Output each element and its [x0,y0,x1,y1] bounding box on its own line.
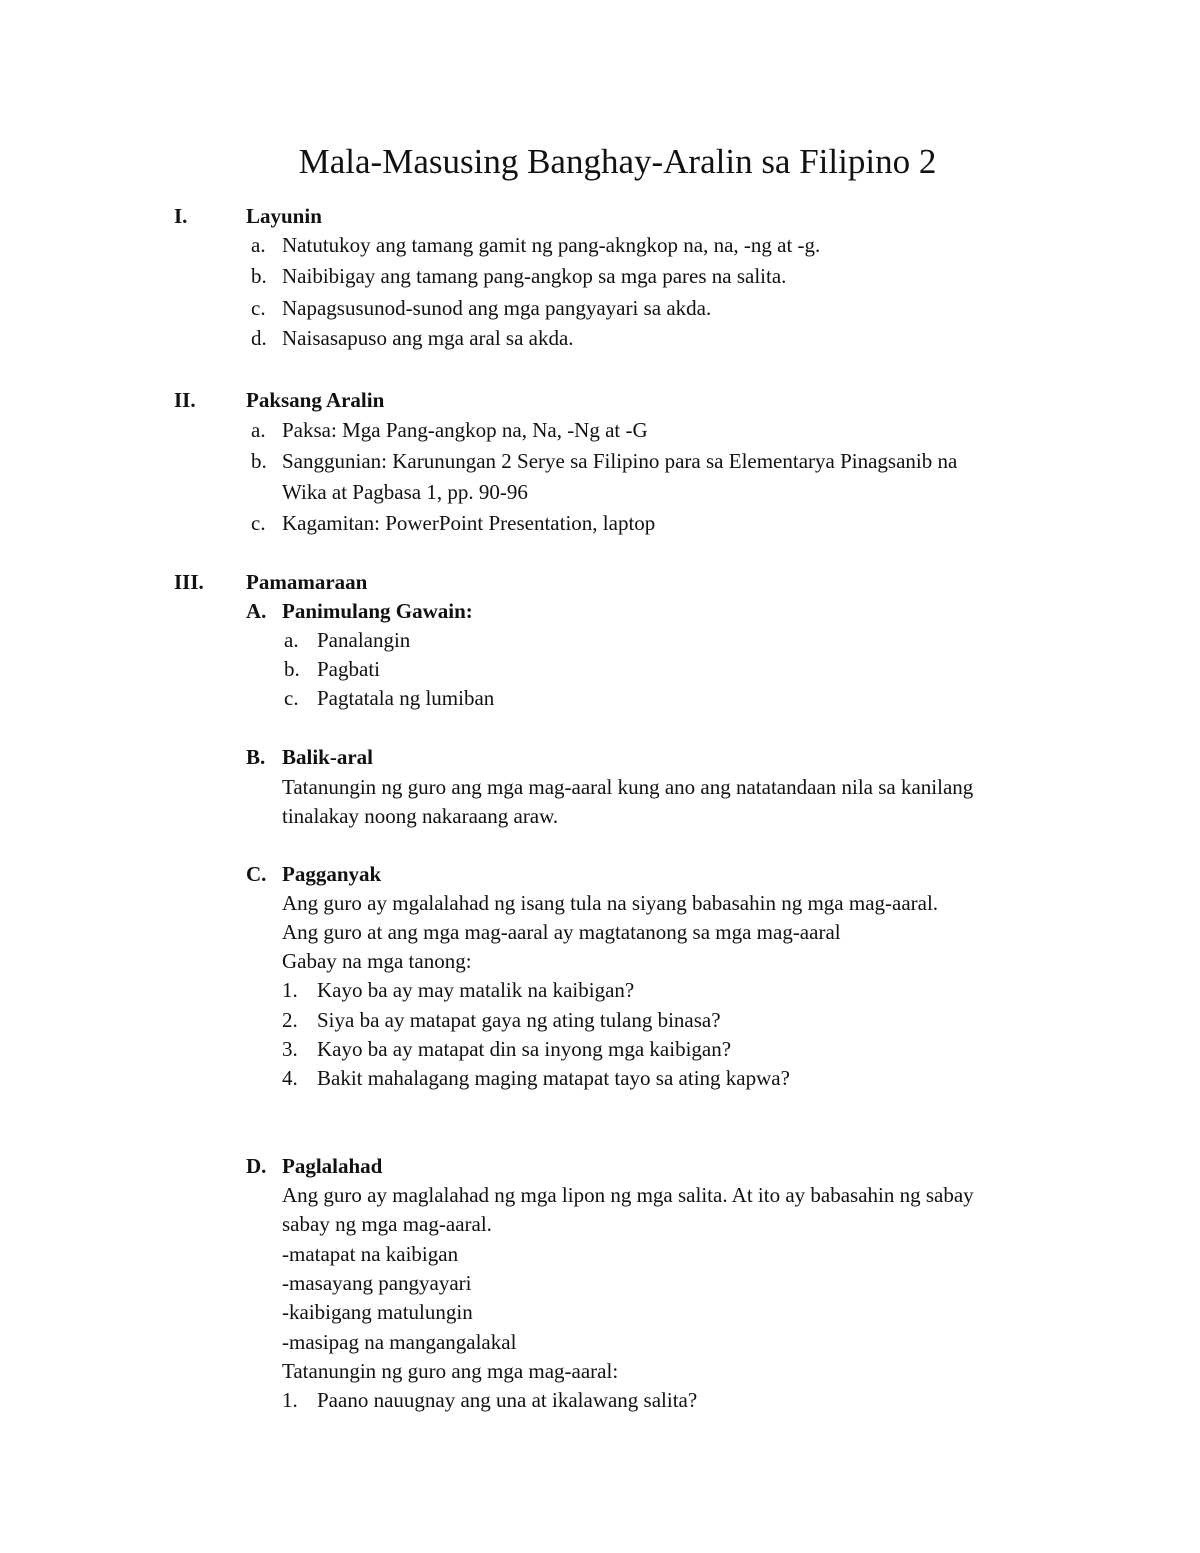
question-marker: 1. [282,1388,298,1412]
question-marker: 1. [282,978,298,1002]
question-item: Kayo ba ay may matalik na kaibigan? [317,978,635,1002]
list-item: Sanggunian: Karunungan 2 Serye sa Filipino para sa Elementarya Pinagsanib na [282,449,958,473]
paragraph-line: -matapat na kaibigan [282,1242,459,1266]
list-marker: b. [251,449,267,473]
subsection-heading-paglalahad: Paglalahad [282,1154,383,1178]
paragraph-line: Tatanungin ng guro ang mga mag-aaral: [282,1359,619,1383]
section-heading-pamamaraan: Pamamaraan [246,570,368,594]
list-item: Pagtatala ng lumiban [317,686,495,710]
paragraph-line: sabay ng mga mag-aaral. [282,1212,492,1236]
list-marker: c. [251,511,266,535]
list-item: Paksa: Mga Pang-angkop na, Na, -Ng at -G [282,418,648,442]
paragraph-line: tinalakay noong nakaraang araw. [282,804,559,828]
section-heading-layunin: Layunin [246,204,322,228]
list-marker: a. [251,418,266,442]
document-title: Mala-Masusing Banghay-Aralin sa Filipino 2 [298,142,937,181]
subsection-heading-balik-aral: Balik-aral [282,745,374,769]
question-item: Siya ba ay matapat gaya ng ating tulang binasa? [317,1008,721,1032]
list-marker: d. [251,326,267,350]
paragraph-line: -masayang pangyayari [282,1271,472,1295]
subsection-heading-panimulang-gawain: Panimulang Gawain: [282,599,473,623]
section-numeral-2: II. [174,388,196,412]
list-item: Natutukoy ang tamang gamit ng pang-akngkop na, na, -ng at -g. [282,233,821,257]
paragraph-line: Ang guro ay maglalahad ng mga lipon ng mga salita. At ito ay babasahin ng sabay [282,1183,974,1207]
list-item: Panalangin [317,628,411,652]
subsection-letter: D. [246,1154,267,1178]
subsection-heading-pagganyak: Pagganyak [282,862,382,886]
list-item: Napagsusunod-sunod ang mga pangyayari sa akda. [282,296,712,320]
list-marker: b. [284,657,300,681]
paragraph-line: Ang guro at ang mga mag-aaral ay magtatanong sa mga mag-aaral [282,920,841,944]
question-marker: 3. [282,1037,298,1061]
list-item: Pagbati [317,657,380,681]
question-item: Kayo ba ay matapat din sa inyong mga kaibigan? [317,1037,732,1061]
paragraph-line: Ang guro ay mgalalahad ng isang tula na siyang babasahin ng mga mag-aaral. [282,891,939,915]
section-numeral-1: I. [174,204,188,228]
list-item: Kagamitan: PowerPoint Presentation, laptop [282,511,656,535]
list-item-continuation: Wika at Pagbasa 1, pp. 90-96 [282,480,528,504]
list-item: Naisasapuso ang mga aral sa akda. [282,326,574,350]
paragraph-line: -kaibigang matulungin [282,1300,473,1324]
section-numeral-3: III. [174,570,204,594]
question-item: Bakit mahalagang maging matapat tayo sa ating kapwa? [317,1066,790,1090]
question-item: Paano nauugnay ang una at ikalawang salita? [317,1388,698,1412]
paragraph-line: Tatanungin ng guro ang mga mag-aaral kung ano ang natatandaan nila sa kanilang [282,775,974,799]
list-item: Naibibigay ang tamang pang-angkop sa mga pares na salita. [282,264,787,288]
paragraph-line: Gabay na mga tanong: [282,949,472,973]
list-marker: b. [251,264,267,288]
subsection-letter: B. [246,745,266,769]
list-marker: a. [251,233,266,257]
subsection-letter: A. [246,599,267,623]
list-marker: c. [251,296,266,320]
list-marker: a. [284,628,299,652]
question-marker: 4. [282,1066,298,1090]
paragraph-line: -masipag na mangangalakal [282,1330,517,1354]
question-marker: 2. [282,1008,298,1032]
section-heading-paksang-aralin: Paksang Aralin [246,388,385,412]
list-marker: c. [284,686,299,710]
subsection-letter: C. [246,862,267,886]
